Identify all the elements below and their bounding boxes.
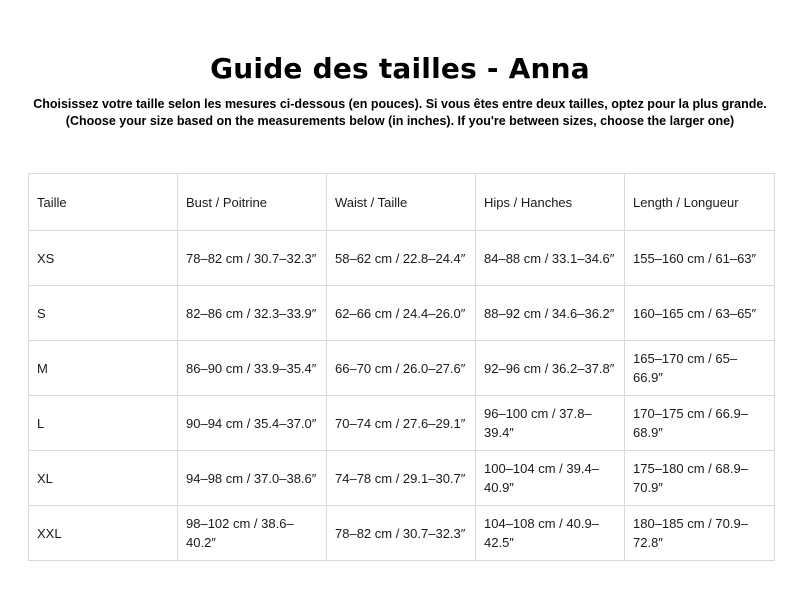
- waist-cell: 66–70 cm / 26.0–27.6″: [327, 341, 476, 396]
- table-row: [29, 506, 775, 561]
- hips-cell: 100–104 cm / 39.4–40.9″: [476, 451, 625, 506]
- size-cell: XXL: [29, 506, 178, 561]
- size-cell: S: [29, 286, 178, 341]
- hips-cell: 88–92 cm / 34.6–36.2″: [476, 286, 625, 341]
- bust-cell: 78–82 cm / 30.7–32.3″: [178, 231, 327, 286]
- size-cell: M: [29, 341, 178, 396]
- table-row: [29, 451, 775, 506]
- header-bust: Bust / Poitrine: [178, 174, 327, 231]
- header-length: Length / Longueur: [625, 174, 775, 231]
- waist-cell: 58–62 cm / 22.8–24.4″: [327, 231, 476, 286]
- bust-cell: 86–90 cm / 33.9–35.4″: [178, 341, 327, 396]
- bust-cell: 94–98 cm / 37.0–38.6″: [178, 451, 327, 506]
- bust-cell: 82–86 cm / 32.3–33.9″: [178, 286, 327, 341]
- hips-cell: 104–108 cm / 40.9–42.5″: [476, 506, 625, 561]
- hips-cell: 92–96 cm / 36.2–37.8″: [476, 341, 625, 396]
- waist-cell: 62–66 cm / 24.4–26.0″: [327, 286, 476, 341]
- waist-cell: 78–82 cm / 30.7–32.3″: [327, 506, 476, 561]
- table-row: [29, 396, 775, 451]
- intro-text: [0, 96, 800, 130]
- length-cell: 165–170 cm / 65–66.9″: [625, 341, 775, 396]
- length-cell: 160–165 cm / 63–65″: [625, 286, 775, 341]
- header-hips: Hips / Hanches: [476, 174, 625, 231]
- bust-cell: 98–102 cm / 38.6–40.2″: [178, 506, 327, 561]
- hips-cell: 84–88 cm / 33.1–34.6″: [476, 231, 625, 286]
- header-waist: Waist / Taille: [327, 174, 476, 231]
- size-cell: L: [29, 396, 178, 451]
- table-row: [29, 286, 775, 341]
- bust-cell: 90–94 cm / 35.4–37.0″: [178, 396, 327, 451]
- waist-cell: 70–74 cm / 27.6–29.1″: [327, 396, 476, 451]
- table-header-row: [29, 174, 775, 231]
- intro-line-english: (Choose your size based on the measurements below (in inches). If you're between sizes, choose the larger one): [65, 114, 735, 128]
- hips-cell: 96–100 cm / 37.8–39.4″: [476, 396, 625, 451]
- table-row: [29, 341, 775, 396]
- size-cell: XS: [29, 231, 178, 286]
- intro-line-french: Choisissez votre taille selon les mesures ci-dessous (en pouces). Si vous êtes entre deux tailles, optez pour la plus grande.: [33, 97, 767, 111]
- size-cell: XL: [29, 451, 178, 506]
- length-cell: 180–185 cm / 70.9–72.8″: [625, 506, 775, 561]
- header-size: Taille: [29, 174, 178, 231]
- page-title: Guide des tailles - Anna: [210, 51, 590, 85]
- length-cell: 155–160 cm / 61–63″: [625, 231, 775, 286]
- waist-cell: 74–78 cm / 29.1–30.7″: [327, 451, 476, 506]
- length-cell: 175–180 cm / 68.9–70.9″: [625, 451, 775, 506]
- size-chart-table: [28, 173, 775, 561]
- length-cell: 170–175 cm / 66.9–68.9″: [625, 396, 775, 451]
- table-row: [29, 231, 775, 286]
